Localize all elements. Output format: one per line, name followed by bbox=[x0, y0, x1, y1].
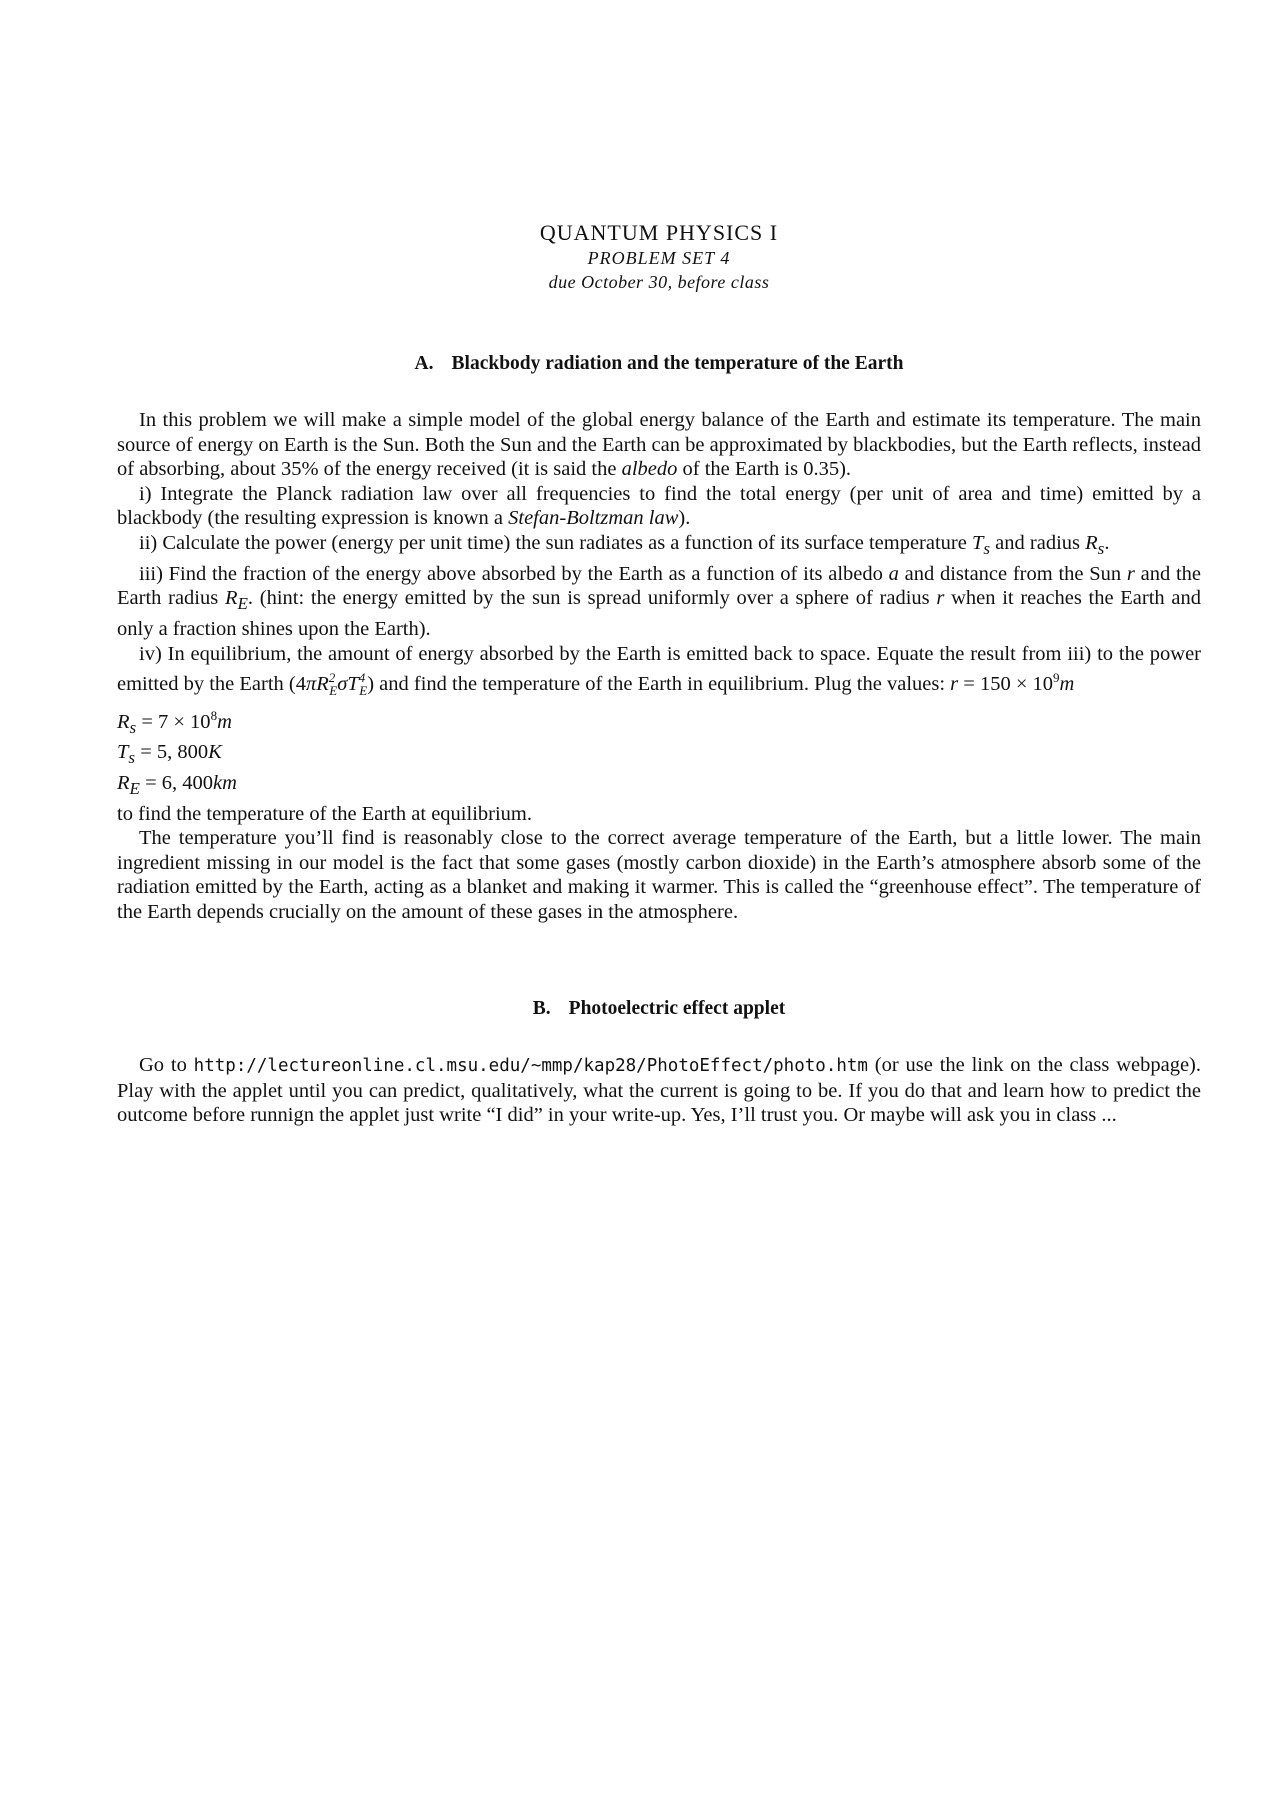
problem-set-title: PROBLEM SET 4 bbox=[587, 248, 731, 268]
value-ts-unit: K bbox=[208, 741, 222, 764]
q3-text: iii) Find the fraction of the energy above absorbed by the Earth as a function of its albedo bbox=[139, 562, 889, 585]
sigma-t-symbol: σT bbox=[337, 672, 359, 695]
albedo-term: albedo bbox=[621, 458, 678, 481]
value-re-sub: E bbox=[129, 778, 140, 798]
pi-r-symbol: πR bbox=[306, 672, 329, 695]
q2-text: ii) Calculate the power (energy per unit time) the sun radiates as a function of its surface temperature bbox=[139, 531, 972, 554]
course-title: QUANTUM PHYSICS I bbox=[539, 220, 779, 245]
section-b-label: B. bbox=[532, 998, 551, 1019]
value-r-unit: m bbox=[1059, 672, 1075, 695]
q1-text: i) Integrate the Planck radiation law over all frequencies to find the total energy (per unit of area and time) emitted by a blackbody (the resulting expression is known a bbox=[117, 482, 1201, 530]
q2-text-end: . bbox=[1104, 531, 1110, 554]
rs-subscript: s bbox=[1097, 539, 1105, 559]
due-date: due October 30, before class bbox=[548, 272, 770, 292]
section-a-body bbox=[117, 408, 1201, 925]
value-r-eq: = 150 × 10 bbox=[958, 672, 1054, 695]
ts-subscript: s bbox=[983, 539, 991, 559]
section-b-text-start: Go to bbox=[139, 1054, 194, 1076]
value-ts-sub: s bbox=[128, 748, 136, 768]
q3-text-end: when it reaches the Earth and only a fraction shines upon the Earth). bbox=[117, 587, 1202, 640]
question-iii bbox=[117, 562, 1201, 642]
section-a-label: A. bbox=[414, 353, 434, 374]
value-r-var: r bbox=[950, 672, 959, 695]
q3-text-3: and the Earth radius bbox=[117, 562, 1201, 610]
value-rs-exp: 8 bbox=[210, 707, 218, 723]
r-symbol: r bbox=[1126, 562, 1135, 585]
value-rs-sub: s bbox=[129, 717, 137, 737]
value-ts-var: T bbox=[117, 741, 129, 764]
rs-symbol: R bbox=[1085, 531, 1098, 554]
q4-text-mid: ) and find the temperature of the Earth in equilibrium. Plug the values: bbox=[367, 672, 951, 695]
value-ts bbox=[117, 740, 1201, 771]
q2-text-mid: and radius bbox=[990, 531, 1086, 554]
section-b-text-end: (or use the link on the class webpage). Play with the applet until you can predict, qualitatively, what the current is going to be. If you do that and learn how to predict the outcome before runnign the applet just write “I did” in your write-up. Yes, I’ll trust you. Or maybe will ask you in class ... bbox=[117, 1054, 1201, 1127]
question-iv-end: to find the temperature of the Earth at equilibrium. bbox=[117, 802, 532, 825]
section-a-closing: The temperature you’ll find is reasonably close to the correct average temperature of the Earth, but a little lower. The main ingredient missing in our model is the fact that some gases (mostly carbon dioxide) in the Earth’s atmosphere absorb some of the radiation emitted by the Earth, acting as a blanket and making it warmer. This is called the “greenhouse effect”. The temperature of the Earth depends crucially on the amount of these gases in the atmosphere. bbox=[117, 827, 1201, 923]
re-superscript: 2 bbox=[328, 670, 336, 686]
applet-url-link[interactable]: http://lectureonline.cl.msu.edu/~mmp/kap28/PhotoEffect/photo.htm bbox=[193, 1056, 868, 1076]
document-page bbox=[117, 0, 1201, 1811]
stefan-boltzman-law: Stefan-Boltzman law bbox=[508, 507, 679, 530]
q4-text: iv) In equilibrium, the amount of energy absorbed by the Earth is emitted back to space. Equate the result from iii) to the power emitted by the Earth (4 bbox=[117, 642, 1201, 695]
re-subscript: E bbox=[237, 594, 248, 614]
te-subscript: E bbox=[359, 683, 368, 699]
value-ts-eq: = 5, 800 bbox=[135, 741, 209, 764]
value-rs-var: R bbox=[117, 710, 130, 733]
question-ii bbox=[117, 531, 1201, 562]
value-re-eq: = 6, 400 bbox=[139, 771, 214, 794]
value-rs-unit: m bbox=[217, 710, 232, 733]
q3-hint: . (hint: the energy emitted by the sun is spread uniformly over a sphere of radius bbox=[247, 587, 937, 610]
question-iv bbox=[117, 642, 1201, 704]
intro-text-end: of the Earth is 0.35). bbox=[677, 458, 852, 481]
value-rs-eq: = 7 × 10 bbox=[136, 710, 211, 733]
question-i bbox=[117, 482, 1201, 531]
q3-text-2: and distance from the Sun bbox=[898, 562, 1127, 585]
value-r-exp: 9 bbox=[1053, 670, 1060, 686]
section-a-title: Blackbody radiation and the temperature of the Earth bbox=[451, 353, 904, 374]
re-symbol: R bbox=[224, 587, 238, 610]
q1-text-end: ). bbox=[678, 507, 691, 530]
value-rs bbox=[117, 704, 1201, 741]
albedo-symbol: a bbox=[888, 562, 899, 585]
r-symbol-2: r bbox=[936, 587, 945, 610]
section-b-paragraph bbox=[117, 1053, 1201, 1128]
section-b-heading bbox=[117, 998, 1201, 1020]
section-b-body bbox=[117, 1053, 1201, 1128]
section-a-intro bbox=[117, 408, 1201, 482]
section-b-title: Photoelectric effect applet bbox=[568, 998, 786, 1019]
ts-symbol: T bbox=[971, 531, 984, 554]
value-re-unit: km bbox=[213, 771, 237, 794]
value-re-var: R bbox=[117, 771, 130, 794]
value-re bbox=[117, 771, 1201, 802]
re-power-subscript: E bbox=[329, 683, 338, 699]
document-header bbox=[117, 220, 1201, 294]
te-superscript: 4 bbox=[358, 670, 366, 686]
section-a-heading bbox=[117, 353, 1201, 375]
intro-text: In this problem we will make a simple model of the global energy balance of the Earth and estimate its temperature. The main source of energy on Earth is the Sun. Both the Sun and the Earth can be approximated by blackbodies, but the Earth reflects, instead of absorbing, about 35% of the energy received (it is said the bbox=[117, 409, 1201, 481]
